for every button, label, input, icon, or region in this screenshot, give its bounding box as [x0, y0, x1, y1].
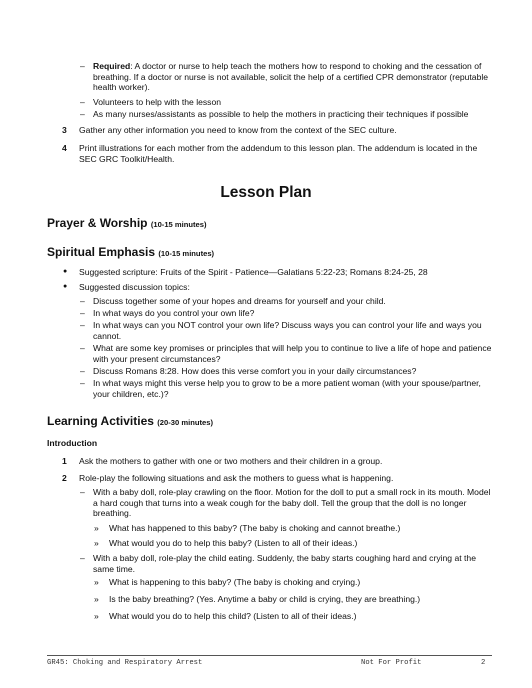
question-text: What has happened to this baby? (The baby is choking and cannot breathe.): [109, 523, 401, 533]
topic-text: In what ways might this verse help you to grow to be a more patient woman (with your spouse/partner, your children, etc.)?: [93, 378, 481, 399]
dash-marker: –: [80, 61, 85, 71]
learning-title: Learning Activities: [47, 414, 154, 428]
dash-marker: –: [80, 366, 85, 376]
question-text: What would you do to help this child? (Listen to all of their ideas.): [109, 611, 357, 621]
dash-marker: –: [80, 97, 85, 107]
raquo-marker: »: [94, 577, 99, 587]
dash-marker: –: [80, 378, 85, 388]
required-label: Required: [93, 61, 131, 71]
spiritual-title: Spiritual Emphasis: [47, 245, 156, 259]
prayer-time: (10-15 minutes): [150, 220, 207, 229]
dash-marker: –: [80, 320, 85, 330]
topic-text: Discuss Romans 8:28. How does this verse comfort you in your daily circumstances?: [93, 366, 417, 376]
footer-page-number: 2: [481, 659, 486, 667]
prayer-title: Prayer & Worship: [47, 216, 148, 230]
introduction-label: Introduction: [47, 438, 98, 448]
dash-marker: –: [80, 296, 85, 306]
dash-marker: –: [80, 487, 85, 497]
question-text: What is happening to this baby? (The baby is choking and crying.): [109, 577, 361, 587]
scenario-2-text: With a baby doll, role-play the child eating. Suddenly, the baby starts coughing hard and crying at the same time.: [93, 553, 476, 574]
topic-text: In what ways can you NOT control your own life? Discuss ways you can control your life and ways you cannot.: [93, 320, 482, 341]
required-item: [93, 61, 493, 93]
topic-text: Discuss together some of your hopes and dreams for yourself and your child.: [93, 296, 386, 306]
scripture-text: Suggested scripture: Fruits of the Spirit - Patience—Galatians 5:22-23; Romans 8:24-25, 28: [79, 267, 428, 277]
list-item: [0, 61, 532, 93]
learning-heading: [47, 414, 213, 430]
dash-marker: –: [80, 308, 85, 318]
required-text: : A doctor or nurse to help teach the mothers how to respond to choking and the cessation of breathing. If a doctor or nurse is not available, solicit the help of a certified CPR demonstrator (reputable health worker).: [93, 61, 489, 93]
spiritual-time: (10-15 minutes): [158, 249, 215, 258]
raquo-marker: »: [94, 538, 99, 548]
dash-marker: –: [80, 109, 85, 119]
volunteers-item: Volunteers to help with the lesson: [93, 97, 222, 107]
topics-label: Suggested discussion topics:: [79, 282, 190, 292]
raquo-marker: »: [94, 594, 99, 604]
question-text: Is the baby breathing? (Yes. Anytime a baby or child is crying, they are breathing.): [109, 594, 421, 604]
prayer-heading: [47, 216, 207, 232]
item-number: 4: [62, 143, 67, 153]
learning-time: (20-30 minutes): [157, 418, 213, 427]
scenario-1-text: With a baby doll, role-play crawling on the floor. Motion for the doll to put a small rock in its mouth. Model a hard cough that turns into a weak cough for the baby doll. Tell the group that the doll is no longer breathing.: [93, 487, 491, 519]
bullet-marker: ●: [63, 268, 68, 275]
raquo-marker: »: [94, 523, 99, 533]
raquo-marker: »: [94, 611, 99, 621]
lesson-plan-title: Lesson Plan: [220, 184, 312, 201]
bullet-marker: ●: [63, 283, 68, 290]
nurses-item: As many nurses/assistants as possible to help the mothers in practicing their techniques if possible: [93, 109, 469, 119]
dash-marker: –: [80, 553, 85, 563]
dash-marker: –: [80, 343, 85, 353]
item-number: 3: [62, 125, 67, 135]
spiritual-heading: [47, 245, 214, 261]
item-3-text: Gather any other information you need to know from the context of the SEC culture.: [79, 125, 397, 135]
footer-divider: [47, 655, 492, 656]
item-4-text: Print illustrations for each mother from the addendum to this lesson plan. The addendum is located in the SEC GRC Toolkit/Health.: [79, 143, 478, 164]
footer-not-for-profit: Not For Profit: [361, 659, 422, 667]
learning-item-2: Role-play the following situations and ask the mothers to guess what is happening.: [79, 473, 394, 483]
learning-item-1: Ask the mothers to gather with one or two mothers and their children in a group.: [79, 456, 383, 466]
question-text: What would you do to help this baby? (Listen to all of their ideas.): [109, 538, 358, 548]
item-number: 1: [62, 456, 67, 466]
footer-doc-title: GR45: Choking and Respiratory Arrest: [47, 659, 203, 667]
topic-text: What are some key promises or principles that will help you to continue to live a life of hope and patience with your present circumstances?: [93, 343, 492, 364]
topic-text: In what ways do you control your own life?: [93, 308, 255, 318]
item-number: 2: [62, 473, 67, 483]
